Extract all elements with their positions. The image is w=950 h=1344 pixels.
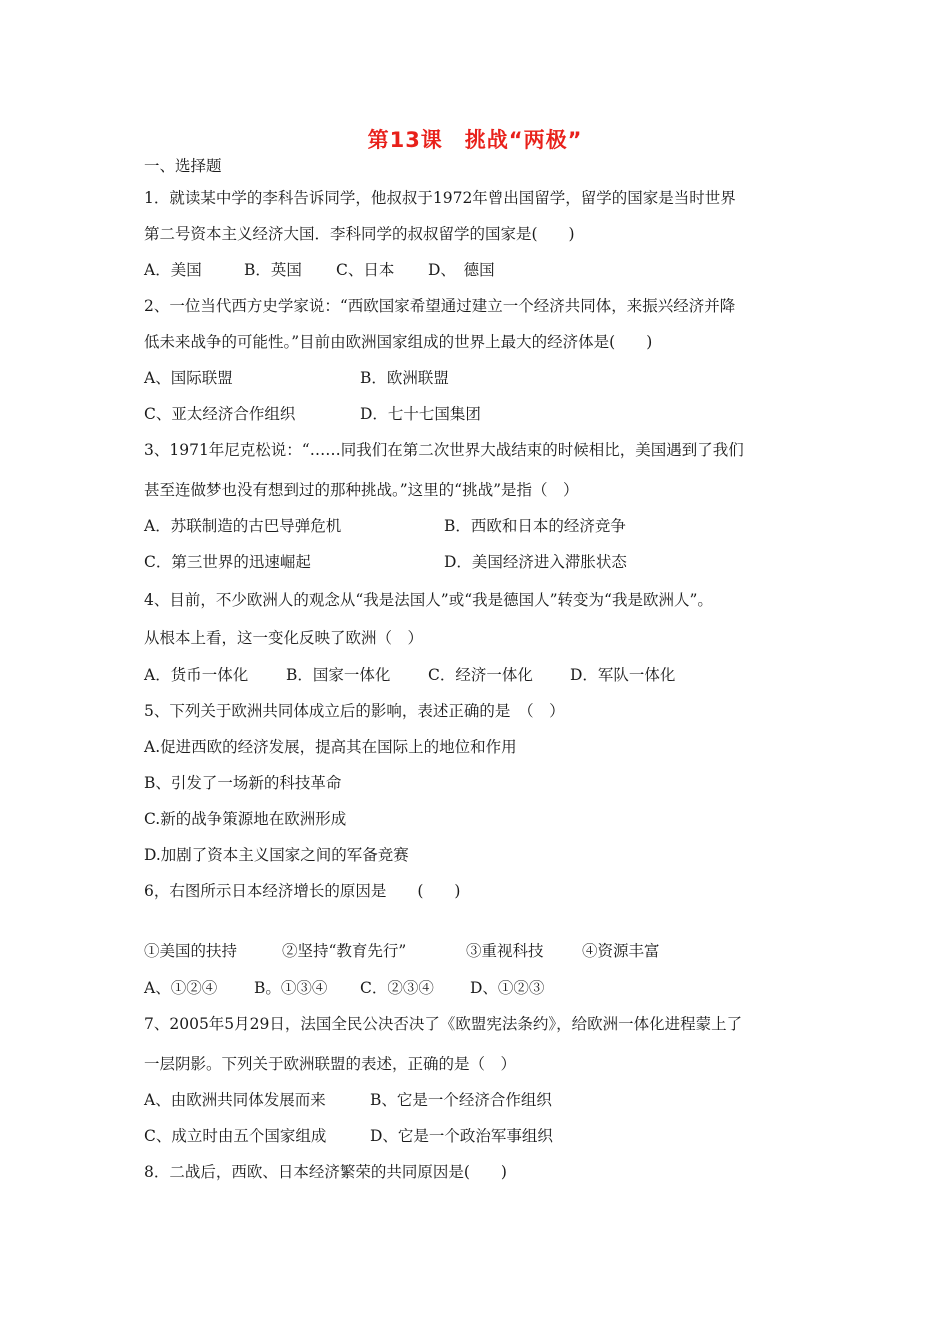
q2-option-c: C、亚太经济合作组织: [144, 405, 296, 423]
q4-option-d: D．军队一体化: [570, 666, 676, 684]
q7-option-a: A、由欧洲共同体发展而来: [144, 1091, 326, 1109]
question-1-line-2: 第二号资本主义经济大国．李科同学的叔叔留学的国家是( ): [144, 225, 575, 243]
q1-option-a: A．美国: [144, 261, 202, 279]
q5-option-d: D.加剧了资本主义国家之间的军备竞赛: [144, 846, 409, 864]
q6-item-2: ②坚持“教育先行”: [282, 942, 407, 960]
question-3-line-2: 甚至连做梦也没有想到过的那种挑战。”这里的“挑战”是指（ ）: [144, 481, 579, 499]
q2-option-b: B．欧洲联盟: [360, 369, 449, 387]
q6-option-c: C．②③④: [360, 979, 434, 997]
q1-option-c: C、日本: [336, 261, 395, 279]
q6-item-1: ①美国的扶持: [144, 942, 238, 960]
question-4-line-1: 4、目前，不少欧洲人的观念从“我是法国人”或“我是德国人”转变为“我是欧洲人”。: [144, 591, 713, 609]
q3-option-c: C．第三世界的迅速崛起: [144, 553, 311, 571]
section-heading: 一、选择题: [144, 157, 222, 175]
q3-option-d: D．美国经济进入滞胀状态: [444, 553, 627, 571]
question-3-line-1: 3、1971年尼克松说：“……同我们在第二次世界大战结束的时候相比，美国遇到了我们: [144, 441, 744, 459]
q7-option-d: D、它是一个政治军事组织: [370, 1127, 553, 1145]
q6-option-a: A、①②④: [144, 979, 218, 997]
question-6-line-1: 6，右图所示日本经济增长的原因是 ( ): [144, 882, 461, 900]
q6-option-d: D、①②③: [470, 979, 545, 997]
q4-option-b: B．国家一体化: [286, 666, 391, 684]
question-7-line-2: 一层阴影。下列关于欧洲联盟的表述，正确的是（ ）: [144, 1055, 517, 1073]
q5-option-c: C.新的战争策源地在欧洲形成: [144, 810, 347, 828]
q7-option-c: C、成立时由五个国家组成: [144, 1127, 327, 1145]
q3-option-b: B．西欧和日本的经济竞争: [444, 517, 626, 535]
question-7-line-1: 7、2005年5月29日，法国全民公决否决了《欧盟宪法条约》，给欧洲一体化进程蒙上了: [144, 1015, 743, 1033]
question-2-line-2: 低未来战争的可能性。”目前由欧洲国家组成的世界上最大的经济体是( ): [144, 333, 653, 351]
question-8-line-1: 8．二战后，西欧、日本经济繁荣的共同原因是( ): [144, 1163, 507, 1181]
question-2-line-1: 2、一位当代西方史学家说：“西欧国家希望通过建立一个经济共同体，来振兴经济并降: [144, 297, 736, 315]
q3-option-a: A．苏联制造的古巴导弹危机: [144, 517, 342, 535]
page-title: 第13课 挑战“两极”: [367, 128, 583, 152]
q2-option-a: A、国际联盟: [144, 369, 233, 387]
q4-option-a: A．货币一体化: [144, 666, 249, 684]
q1-option-d: D、 德国: [428, 261, 495, 279]
q7-option-b: B、它是一个经济合作组织: [370, 1091, 552, 1109]
q2-option-d: D．七十七国集团: [360, 405, 481, 423]
q4-option-c: C．经济一体化: [428, 666, 533, 684]
q6-option-b: B。①③④: [254, 979, 328, 997]
question-4-line-2: 从根本上看，这一变化反映了欧洲（ ）: [144, 629, 424, 647]
q6-item-4: ④资源丰富: [582, 942, 660, 960]
q1-option-b: B．英国: [244, 261, 302, 279]
question-5-line-1: 5、下列关于欧洲共同体成立后的影响，表述正确的是 （ ）: [144, 702, 565, 720]
q5-option-a: A.促进西欧的经济发展，提高其在国际上的地位和作用: [144, 738, 517, 756]
question-1-line-1: 1．就读某中学的李科告诉同学，他叔叔于1972年曾出国留学，留学的国家是当时世界: [144, 189, 736, 207]
q6-item-3: ③重视科技: [466, 942, 544, 960]
q5-option-b: B、引发了一场新的科技革命: [144, 774, 342, 792]
